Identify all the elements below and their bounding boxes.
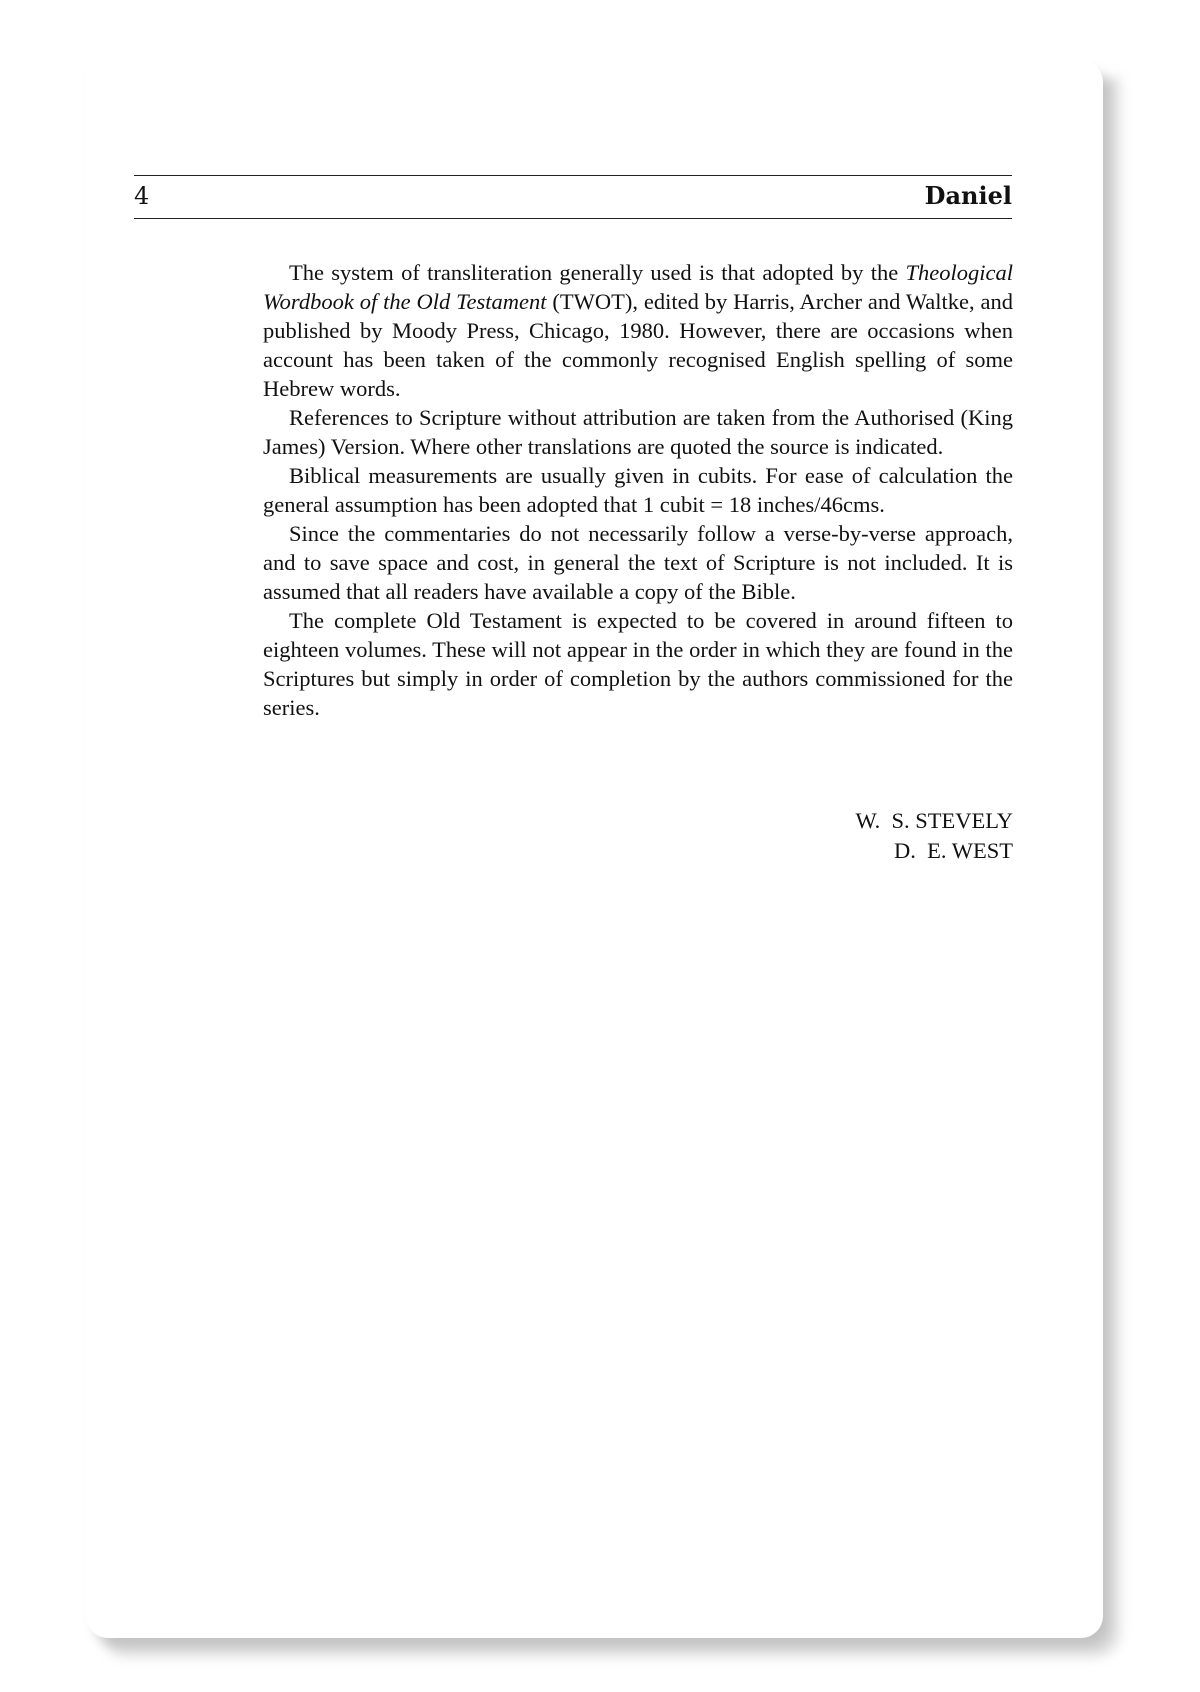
running-header: [134, 175, 1012, 219]
body-text: [263, 258, 1013, 722]
signature-block: [763, 806, 1013, 866]
paragraph-text: (TWOT), edited by Harris, Archer and Waltke, and published by Moody Press, Chicago, 1980. However, there are occasions when account has been taken of the commonly recognised English spelling of some Hebrew words.: [263, 289, 1013, 401]
signature-name: W. S. STEVELY: [855, 808, 1013, 833]
page-number: 4: [134, 182, 150, 210]
book-title: Daniel: [924, 181, 1012, 210]
paragraph-scripture-references: References to Scripture without attribution are taken from the Authorised (King James) Version. Where other translations are quoted the source is indicated.: [263, 405, 1013, 459]
paragraph-commentaries: Since the commentaries do not necessarily follow a verse-by-verse approach, and to save space and cost, in general the text of Scripture is not included. It is assumed that all readers have available a copy of the Bible.: [263, 521, 1013, 604]
paragraph-transliteration: [263, 258, 1013, 403]
book-reference-italic: Theological Wordbook of the Old Testament: [263, 260, 1013, 314]
paragraph-series: The complete Old Testament is expected to be covered in around fifteen to eighteen volumes. These will not appear in the order in which they are found in the Scriptures but simply in order of completion by the authors commissioned for the series.: [263, 608, 1013, 720]
paragraph-text: The system of transliteration generally used is that adopted by the: [289, 260, 906, 285]
signature-name: D. E. WEST: [894, 838, 1013, 863]
paragraph-measurements: Biblical measurements are usually given in cubits. For ease of calculation the general assumption has been adopted that 1 cubit = 18 inches/46cms.: [263, 463, 1013, 517]
